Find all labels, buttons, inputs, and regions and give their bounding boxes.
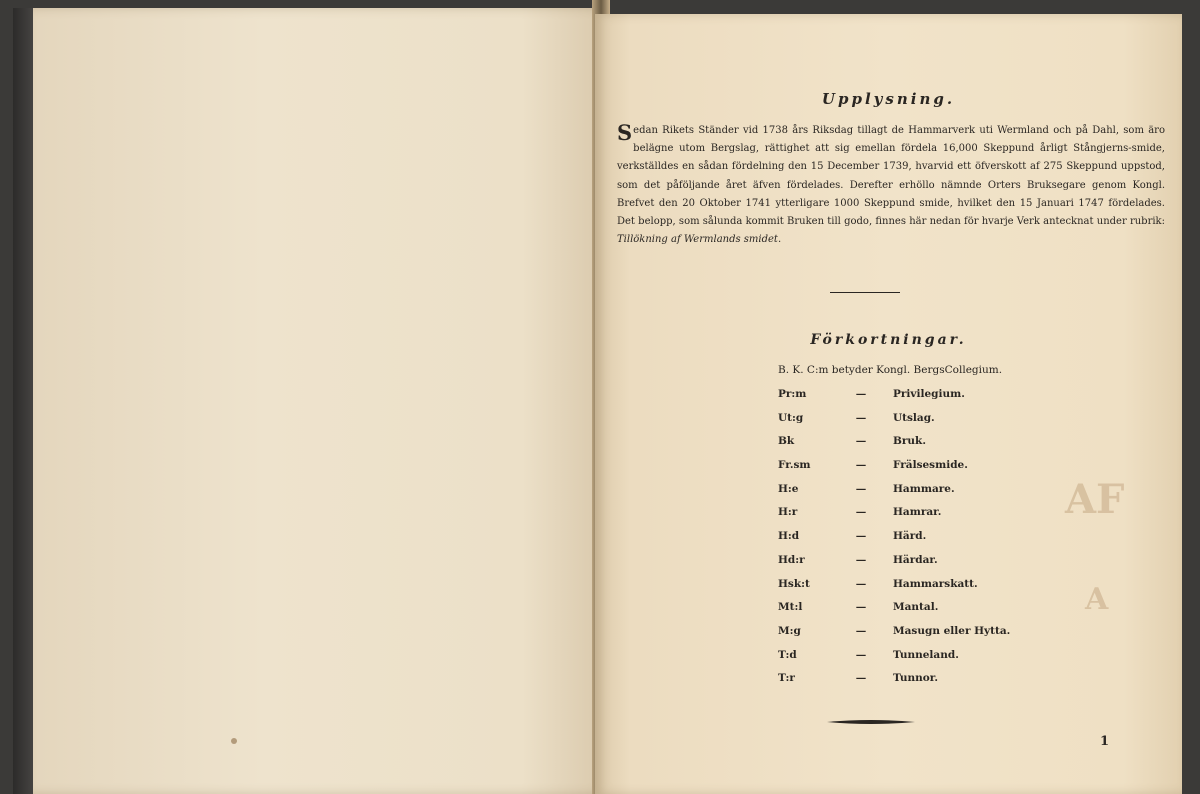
intro-rubric: Tillökning af Wermlands smidet. [617,234,782,246]
abbreviation-meaning: Tunnor. [893,672,938,685]
abbreviation-term: M:g [778,624,801,637]
abbreviation-meaning: Utslag. [893,411,935,424]
abbreviation-term: H:d [778,530,800,543]
abbreviation-dash: — [855,506,867,519]
abbreviation-term: Pr:m [778,388,807,400]
bleed-through-text: AF [1065,476,1125,523]
abbreviation-row [778,502,1158,526]
abbreviation-meaning: Masugn eller Hytta. [893,624,1011,637]
abbreviation-term: Fr.sm [778,459,811,472]
abbreviation-meaning: Tunneland. [893,648,959,661]
intro-text: edan Rikets Ständer vid 1738 års Riksdag tillagt de Hammarverk uti Wermland och på Dahl, som äro belägne utom Bergslag, rättighet att sig emellan fördela 16,000 Skeppund årligt Stångjerns-smide, verkställdes en sådan fördelning den 15 December 1739, hvarvid ett öfverskott af 275 Skeppund uppstod, som det påföljande året äfven fördelades. Derefter erhöllo nämnde Orters Bruksegare genom Kongl. Brefvet den 20 Oktober 1741 ytterligare 1000 Skeppund smide, hvilket den 15 Januari 1747 fördelades. Det belopp, som sålunda kommit Bruken till godo, finnes här nedan för hvarje Verk antecknat under rubrik: [617,125,1165,228]
section-divider [830,292,900,293]
abbreviation-dash: — [855,530,867,543]
abbreviation-row [778,526,1158,550]
abbreviation-row [778,597,1158,621]
abbreviation-dash: — [855,624,867,637]
abbreviation-legend-line: B. K. C:m betyder Kongl. BergsCollegium. [778,364,1003,376]
abbreviation-term: T:d [778,648,797,661]
abbreviation-dash: — [855,553,867,566]
abbreviation-meaning: Hammarskatt. [893,577,978,590]
abbreviation-dash: — [855,577,867,590]
abbreviation-term: H:e [778,482,799,495]
left-page-blank [33,8,608,794]
abbreviation-row [778,384,1158,408]
abbreviation-row [778,479,1158,503]
end-ornament [827,719,915,725]
abbreviation-row [778,550,1158,574]
abbreviation-list [778,384,1158,692]
foxing-spot [231,738,237,744]
abbreviation-dash: — [855,435,867,448]
abbreviation-dash: — [855,648,867,661]
abbreviation-meaning: Mantal. [893,601,939,614]
abbreviations-heading: Förkortningar. [810,332,967,348]
abbreviation-row [778,621,1158,645]
abbreviation-term: Ut:g [778,411,804,424]
abbreviation-meaning: Privilegium. [893,388,965,400]
drop-cap: S [617,120,633,145]
abbreviation-row [778,408,1158,432]
abbreviation-meaning: Härdar. [893,553,938,566]
abbreviation-row [778,645,1158,669]
abbreviation-row [778,455,1158,479]
abbreviation-term: Hd:r [778,553,805,566]
bleed-through-text: A [1085,582,1109,617]
abbreviation-dash: — [855,601,867,614]
abbreviation-term: Bk [778,435,795,448]
page-heading: Upplysning. [821,90,956,108]
abbreviation-meaning: Frälsesmide. [893,459,968,472]
abbreviation-meaning: Hamrar. [893,506,942,519]
intro-paragraph [617,122,1165,249]
abbreviation-row [778,574,1158,598]
page-number: 1 [1100,734,1110,749]
abbreviation-term: T:r [778,672,795,685]
abbreviation-row [778,668,1158,692]
abbreviation-dash: — [855,672,867,685]
abbreviation-meaning: Härd. [893,530,927,543]
abbreviation-term: Mt:l [778,601,803,614]
abbreviation-term: H:r [778,506,798,519]
abbreviation-meaning: Bruk. [893,435,926,448]
abbreviation-dash: — [855,411,867,424]
abbreviation-row [778,431,1158,455]
abbreviation-dash: — [855,482,867,495]
abbreviation-dash: — [855,388,867,400]
abbreviation-term: Hsk:t [778,577,810,590]
abbreviation-dash: — [855,459,867,472]
right-page [595,14,1182,794]
left-cover-edge [13,8,33,794]
abbreviation-meaning: Hammare. [893,482,955,495]
